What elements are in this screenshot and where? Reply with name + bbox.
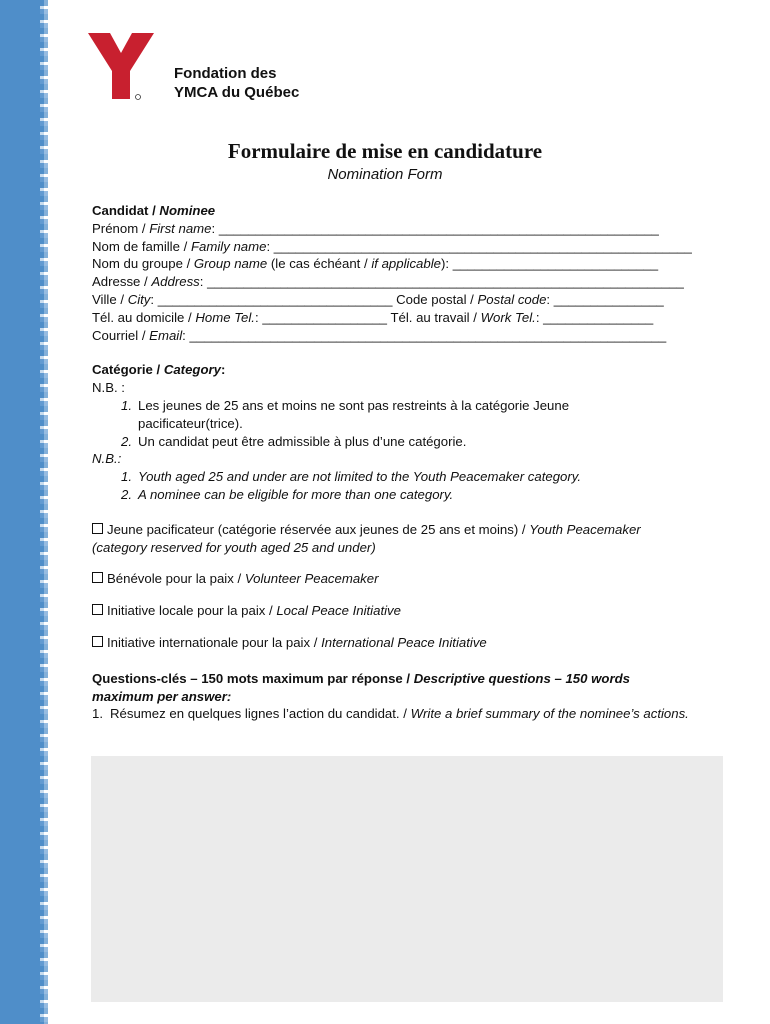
list-item: 1. Youth aged 25 and under are not limited to the Youth Peacemaker category. [121,469,582,485]
nb-en-label: N.B.: [92,451,122,467]
city-postal-field[interactable]: Ville / City: ________________________________ Code postal / Postal code: _______________ [92,291,664,307]
answer-text-area[interactable] [91,756,723,1002]
organization-name [174,64,299,102]
list-item: 2. Un candidat peut être admissible à plus d’une catégorie. [121,433,467,449]
ymca-y-logo-icon [88,33,154,101]
checkbox-icon[interactable] [92,636,103,647]
category-option-international-peace-initiative[interactable]: Initiative internationale pour la paix / International Peace Initiative [92,634,702,652]
form-subtitle: Nomination Form [327,166,443,183]
category-option-local-peace-initiative[interactable]: Initiative locale pour la paix / Local Peace Initiative [92,602,702,620]
checkbox-icon[interactable] [92,604,103,615]
notes-fr-list [92,397,702,450]
phone-field[interactable]: Tél. au domicile / Home Tel.: _________________ Tél. au travail / Work Tel.: _______________ [92,309,654,325]
questions-heading: Questions-clés – 150 mots maximum par réponse / Descriptive questions – 150 words maximum per answer: [92,670,630,704]
notes-en-list [92,468,702,504]
nominee-heading: Candidat / Nominee [92,203,216,218]
address-field[interactable]: Adresse / Address: _________________________________________________________________ [92,274,684,290]
nb-fr-label: N.B. : [92,380,125,396]
group-name-field[interactable]: Nom du groupe / Group name (le cas échéant / if applicable): ____________________________ [92,256,659,272]
checkbox-icon[interactable] [92,572,103,583]
question-1: 1. Résumez en quelques lignes l’action du candidat. / Write a brief summary of the nominee’s actions. [92,706,689,722]
form-content [92,202,702,723]
family-name-field[interactable]: Nom de famille / Family name: _________________________________________________________ [92,238,692,254]
email-field[interactable]: Courriel / Email: _________________________________________________________________ [92,327,667,343]
org-line-1: Fondation des [174,65,277,82]
list-item: 2. A nominee can be eligible for more than one category. [121,486,454,502]
category-heading: Catégorie / Category: [92,362,226,378]
org-line-2: YMCA du Québec [174,84,300,101]
checkbox-icon[interactable] [92,523,103,534]
form-title: Formulaire de mise en candidature [227,139,543,163]
first-name-field[interactable]: Prénom / First name: ____________________________________________________________ [92,220,659,236]
list-item: 1. Les jeunes de 25 ans et moins ne sont pas restreints à la catégorie Jeune pacificateur(trice). [121,397,570,431]
category-option-youth-note: (category reserved for youth aged 25 and under) [92,539,376,555]
category-option-youth-peacemaker[interactable]: Jeune pacificateur (catégorie réservée aux jeunes de 25 ans et moins) / Youth Peacemaker [92,521,702,539]
category-option-volunteer-peacemaker[interactable]: Bénévole pour la paix / Volunteer Peacemaker [92,570,702,588]
